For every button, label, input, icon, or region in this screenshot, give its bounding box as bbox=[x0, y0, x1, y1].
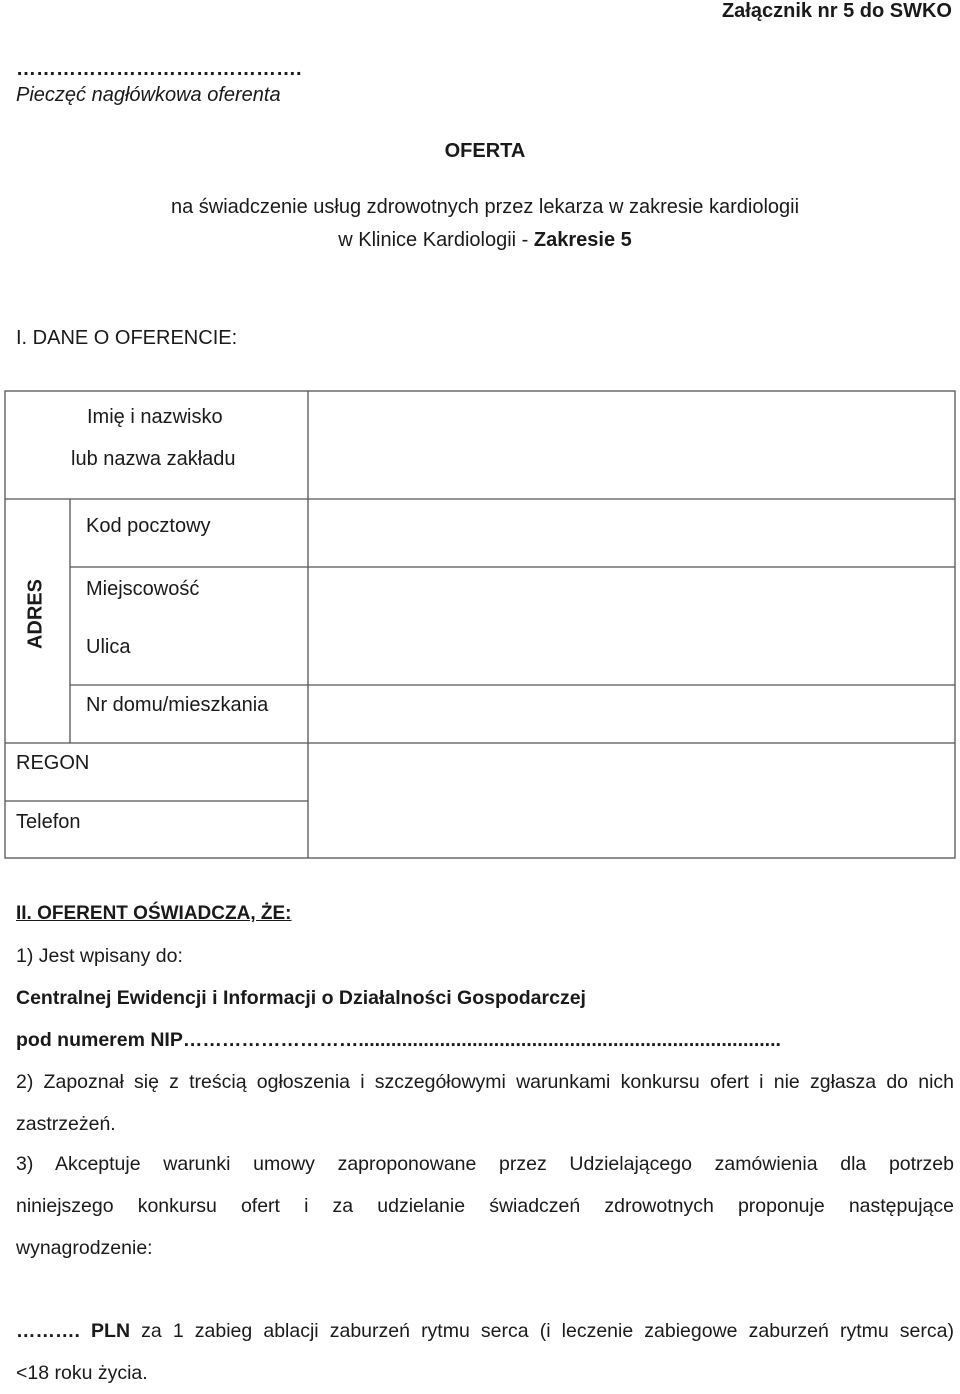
statement-2-line-1: 2) Zapoznał się z treścią ogłoszenia i szczegółowymi warunkami konkursu ofert i nie zgłasza do nich bbox=[16, 1071, 954, 1093]
statement-3-line-2: niniejszego konkursu ofert i za udzielanie świadczeń zdrowotnych proponuje następujące bbox=[16, 1195, 954, 1217]
section-2-heading: II. OFERENT OŚWIADCZA, ŻE: bbox=[16, 903, 292, 924]
postal-code-field[interactable] bbox=[309, 500, 954, 566]
document-subtitle: na świadczenie usług zdrowotnych przez lekarza w zakresie kardiologii bbox=[170, 196, 800, 218]
house-number-field[interactable] bbox=[309, 686, 954, 742]
document-title: OFERTA bbox=[444, 140, 526, 162]
stamp-caption: Pieczęć nagłówkowa oferenta bbox=[16, 84, 281, 106]
name-label: Imię i nazwisko bbox=[87, 406, 223, 428]
scope-number: Zakresie 5 bbox=[533, 229, 632, 251]
stamp-placeholder: ……………………………………. bbox=[16, 58, 302, 80]
postal-code-label: Kod pocztowy bbox=[86, 515, 211, 537]
statement-1: 1) Jest wpisany do: bbox=[16, 945, 183, 967]
regon-label: REGON bbox=[16, 752, 90, 774]
name-label-alt: lub nazwa zakładu bbox=[71, 448, 236, 470]
statement-3-line-1: 3) Akceptuje warunki umowy zaproponowane przez Udzielającego zamówienia dla potrzeb bbox=[16, 1153, 954, 1175]
city-street-field[interactable] bbox=[309, 568, 954, 684]
price-line-2: <18 roku życia. bbox=[16, 1362, 148, 1384]
currency-label: PLN bbox=[91, 1320, 131, 1342]
attachment-label: Załącznik nr 5 do SWKO bbox=[721, 0, 952, 22]
section-1-heading: I. DANE O OFERENCIE: bbox=[16, 327, 238, 349]
statement-3-line-3: wynagrodzenie: bbox=[16, 1237, 153, 1259]
nip-line: pod numerem NIP……………………….............................................................................. bbox=[16, 1029, 781, 1051]
phone-label: Telefon bbox=[16, 811, 81, 833]
price-description: za 1 zabieg ablacji zaburzeń rytmu serca (i leczenie zabiegowe zaburzeń rytmu serca) bbox=[130, 1320, 954, 1342]
price-line bbox=[16, 1310, 954, 1352]
document-subtitle-scope: w Klinice Kardiologii - Zakresie 5 bbox=[338, 229, 632, 251]
price-placeholder: ………. bbox=[16, 1320, 80, 1342]
name-field[interactable] bbox=[309, 392, 954, 498]
city-label: Miejscowość bbox=[86, 578, 200, 600]
house-number-label: Nr domu/mieszkania bbox=[86, 694, 269, 716]
registry-name: Centralnej Ewidencji i Informacji o Działalności Gospodarczej bbox=[16, 987, 586, 1009]
regon-phone-field[interactable] bbox=[309, 744, 954, 857]
address-group-label: ADRES bbox=[24, 578, 47, 650]
statement-2-line-2: zastrzeżeń. bbox=[16, 1113, 116, 1135]
street-label: Ulica bbox=[86, 636, 131, 658]
